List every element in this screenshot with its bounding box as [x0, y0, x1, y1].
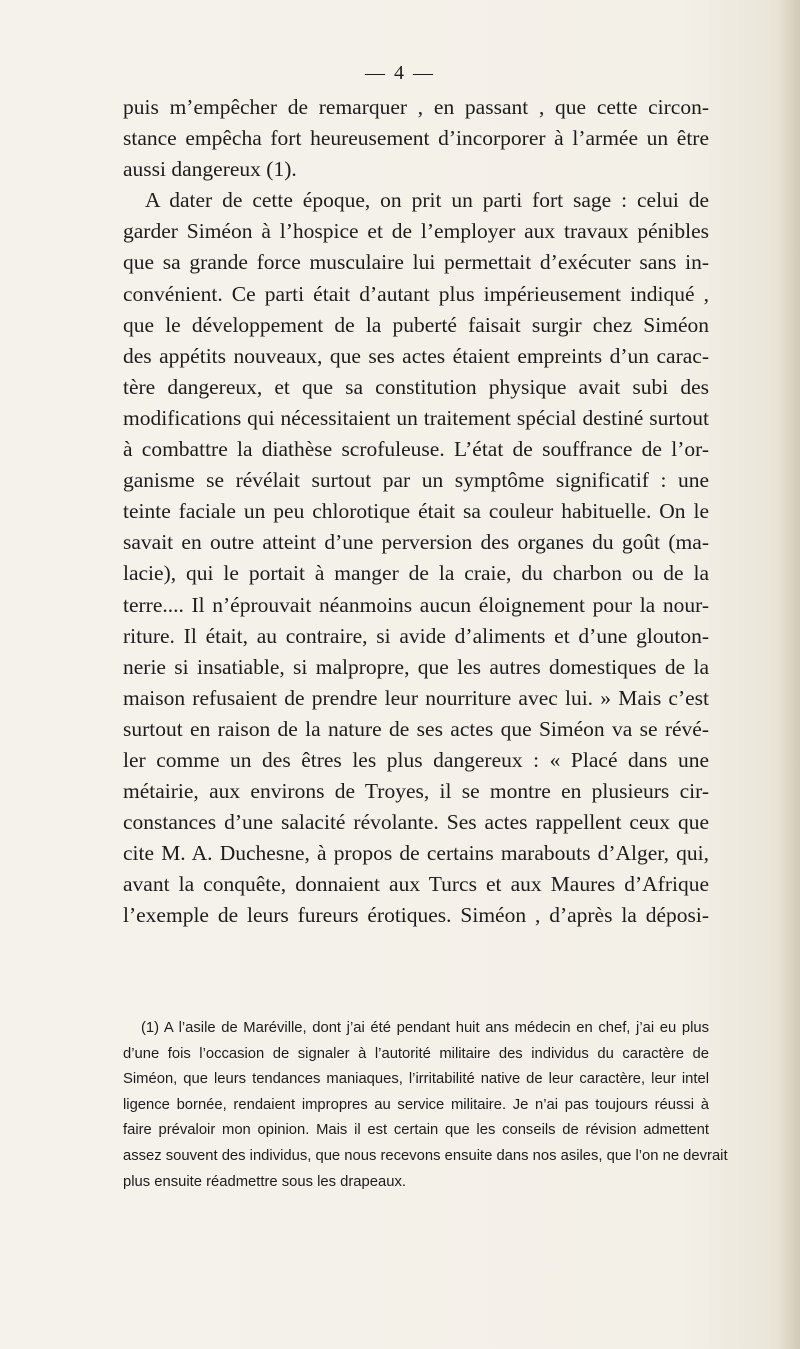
footnote-line: (1) A l’asile de Maréville, dont j’ai été pendant huit ans médecin en chef, j’ai eu plus — [141, 1020, 709, 1036]
footnote-line: ligence bornée, rendaient impropres au service militaire. Je n’ai pas toujours réussi à — [123, 1096, 709, 1113]
text-line: ler comme un des êtres les plus dangereux : « Placé dans une — [123, 747, 709, 772]
text-line: tère dangereux, et que sa constitution physique avait subi des — [123, 374, 709, 399]
text-line: ganisme se révélait surtout par un symptôme significatif : une — [123, 468, 709, 493]
text-line: que le développement de la puberté faisait surgir chez Siméon — [123, 312, 709, 337]
text-line: l’exemple de leurs fureurs érotiques. Siméon , d’après la déposi- — [123, 903, 709, 928]
text-line: A dater de cette époque, on prit un parti fort sage : celui de — [145, 188, 709, 213]
footnote-line: Siméon, que leurs tendances maniaques, l’irritabilité native de leur caractère, leur intel — [123, 1071, 709, 1088]
footnote-line: d’une fois l’occasion de signaler à l’autorité militaire des individus du caractère de — [123, 1045, 709, 1062]
text-line: lacie), qui le portait à manger de la craie, du charbon ou de la — [123, 561, 709, 586]
main-text — [123, 92, 709, 932]
text-line: aussi dangereux (1). — [123, 157, 297, 182]
text-line: savait en outre atteint d’une perversion des organes du goût (ma- — [123, 530, 709, 555]
page-number: — 4 — — [365, 62, 435, 84]
text-line: cite M. A. Duchesne, à propos de certains marabouts d’Alger, qui, — [123, 841, 709, 866]
text-line: surtout en raison de la nature de ses actes que Siméon va se révé- — [123, 716, 709, 741]
text-line: nerie si insatiable, si malpropre, que les autres domestiques de la — [123, 654, 709, 679]
text-line: terre.... Il n’éprouvait néanmoins aucun éloignement pour la nour- — [123, 592, 709, 617]
text-line: stance empêcha fort heureusement d’incorporer à l’armée un être — [123, 126, 709, 151]
text-line: riture. Il était, au contraire, si avide d’aliments et d’une glouton- — [123, 623, 709, 648]
text-line: puis m’empêcher de remarquer , en passant , que cette circon- — [123, 95, 709, 119]
footnote — [123, 1016, 728, 1195]
text-line: que sa grande force musculaire lui permettait d’exécuter sans in- — [123, 250, 709, 275]
text-line: modifications qui nécessitaient un traitement spécial destiné surtout — [123, 405, 709, 430]
footnote-line: faire prévaloir mon opinion. Mais il est certain que les conseils de révision admettent — [123, 1122, 709, 1139]
text-line: convénient. Ce parti était d’autant plus impérieusement indiqué , — [123, 281, 709, 306]
text-line: à combattre la diathèse scrofuleuse. L’état de souffrance de l’or- — [123, 437, 709, 462]
text-line: teinte faciale un peu chlorotique était sa couleur habituelle. On le — [123, 499, 709, 524]
text-line: maison refusaient de prendre leur nourriture avec lui. » Mais c’est — [123, 685, 709, 710]
text-line: avant la conquête, donnaient aux Turcs et aux Maures d’Afrique — [123, 872, 709, 897]
text-line: métairie, aux environs de Troyes, il se montre en plusieurs cir- — [123, 779, 709, 804]
text-line: garder Siméon à l’hospice et de l’employer aux travaux pénibles — [123, 219, 709, 244]
text-line: constances d’une salacité révolante. Ses actes rappellent ceux que — [123, 810, 709, 835]
text-line: des appétits nouveaux, que ses actes étaient empreints d’un carac- — [123, 343, 709, 368]
footnote-line: plus ensuite réadmettre sous les drapeaux. — [123, 1173, 406, 1190]
page-edge-shadow — [778, 0, 800, 1349]
footnote-line: assez souvent des individus, que nous recevons ensuite dans nos asiles, que l’on ne devrait — [123, 1147, 728, 1164]
